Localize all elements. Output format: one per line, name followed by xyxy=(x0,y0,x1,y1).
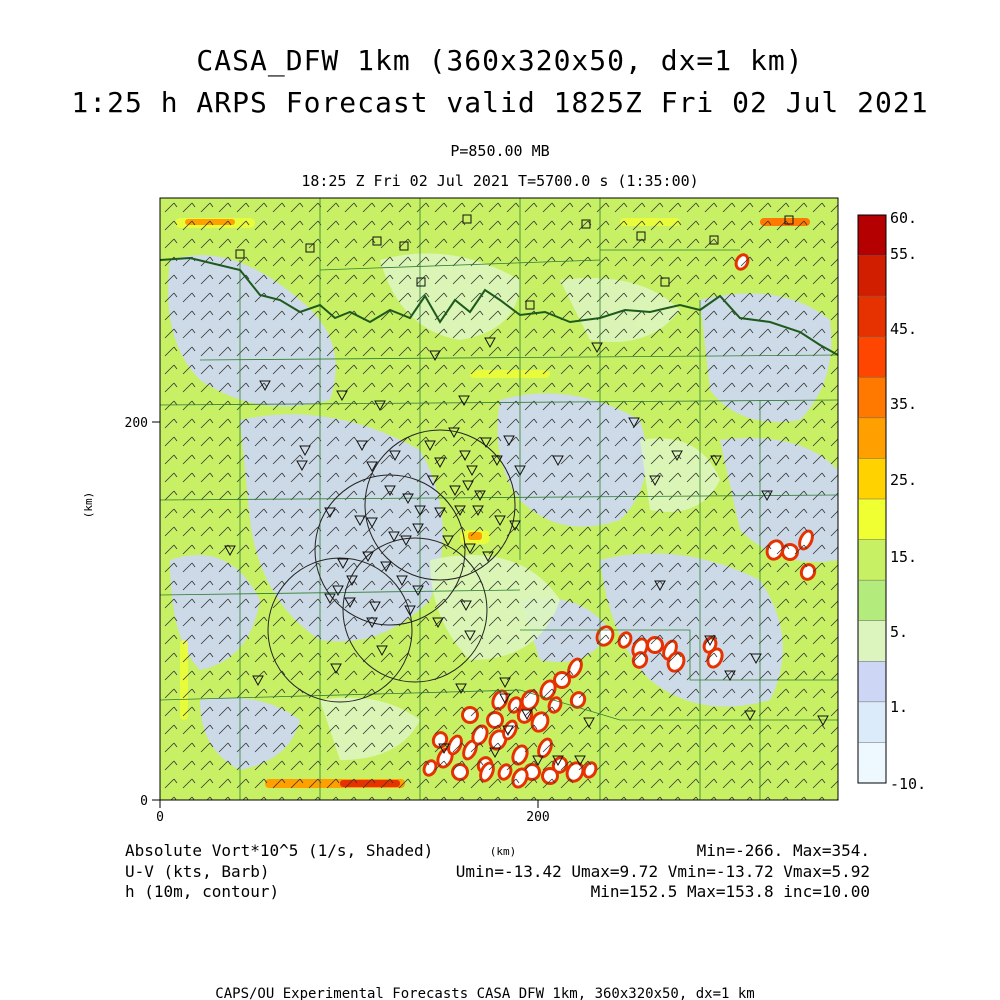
colorbar-swatch xyxy=(858,742,886,783)
title-line-1: CASA_DFW 1km (360x320x50, dx=1 km) xyxy=(196,44,804,77)
colorbar-swatch xyxy=(858,256,886,297)
x-axis-unit: (km) xyxy=(489,845,517,858)
colorbar-swatch xyxy=(858,296,886,337)
legend-stats-height: Min=152.5 Max=153.8 inc=10.00 xyxy=(590,882,870,901)
colorbar-swatch xyxy=(858,580,886,621)
colorbar-label: 35. xyxy=(890,395,918,413)
colorbar-swatch xyxy=(858,661,886,702)
colorbar-label: -10. xyxy=(890,775,927,793)
footer-credit: CAPS/OU Experimental Forecasts CASA DFW 1km, 360x320x50, dx=1 km xyxy=(215,986,755,1000)
colorbar-swatch xyxy=(858,702,886,743)
colorbar xyxy=(858,215,886,784)
colorbar-swatch xyxy=(858,337,886,378)
legend-stats-wind: Umin=-13.42 Umax=9.72 Vmin=-13.72 Vmax=5.92 xyxy=(455,862,870,881)
title-line-2: 1:25 h ARPS Forecast valid 1825Z Fri 02 Jul 2021 xyxy=(71,86,929,119)
colorbar-label: 1. xyxy=(890,698,909,716)
colorbar-labels xyxy=(890,209,926,793)
colorbar-swatch xyxy=(858,458,886,499)
colorbar-label: 25. xyxy=(890,471,918,489)
colorbar-label: 45. xyxy=(890,320,918,338)
colorbar-swatch xyxy=(858,499,886,540)
map-plot-area xyxy=(160,198,840,800)
x-tick-200: 200 xyxy=(526,810,550,825)
legend-field-wind: U-V (kts, Barb) xyxy=(125,862,270,881)
colorbar-swatch xyxy=(858,377,886,418)
colorbar-swatch xyxy=(858,215,886,256)
colorbar-swatch xyxy=(858,418,886,459)
colorbar-label: 55. xyxy=(890,245,918,263)
y-tick-200: 200 xyxy=(124,416,148,431)
legend-field-height: h (10m, contour) xyxy=(125,882,280,901)
y-axis-unit: (km) xyxy=(82,491,95,519)
legend-field-vorticity: Absolute Vort*10^5 (1/s, Shaded) xyxy=(125,841,434,860)
colorbar-label: 60. xyxy=(890,209,918,227)
colorbar-label: 5. xyxy=(890,623,909,641)
colorbar-swatch xyxy=(858,621,886,662)
time-line: 18:25 Z Fri 02 Jul 2021 T=5700.0 s (1:35:00) xyxy=(301,172,699,190)
y-tick-0: 0 xyxy=(140,794,148,809)
colorbar-swatch xyxy=(858,540,886,581)
colorbar-label: 15. xyxy=(890,548,918,566)
x-tick-0: 0 xyxy=(156,810,164,825)
legend-stats-vorticity: Min=-266. Max=354. xyxy=(696,841,870,860)
pressure-level: P=850.00 MB xyxy=(450,142,550,160)
